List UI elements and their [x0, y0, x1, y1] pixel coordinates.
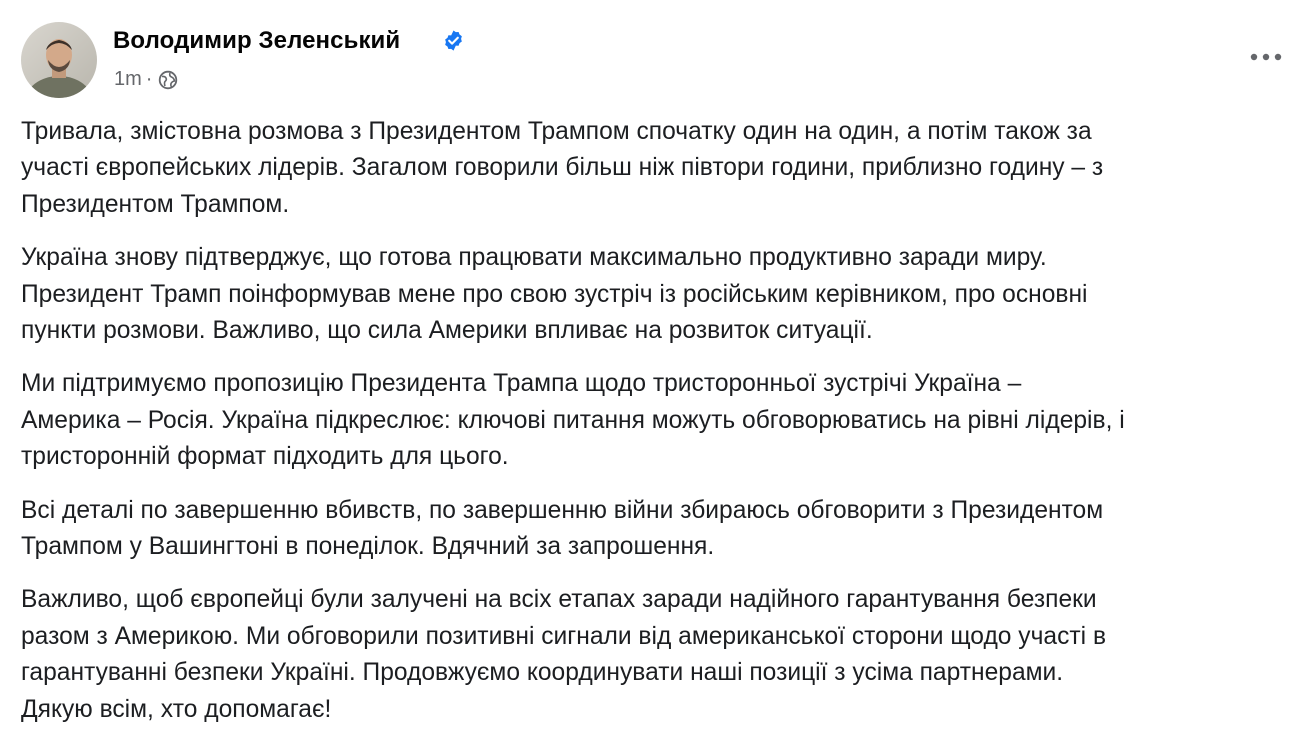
post-paragraph-5: Важливо, щоб європейці були залучені на всіх етапах заради надійного гарантування безпеки разом з Америкою. Ми обговорили позитивні сигнали від американської сторони щодо участі в гарантуванні безпеки Україні. Продовжуємо координувати наші позиції з усіма партнерами. Дякую всім, хто допомагає! — [21, 586, 1107, 723]
more-options-icon — [1250, 53, 1282, 61]
author-name[interactable]: Володимир Зеленський — [113, 27, 401, 54]
post-paragraph-2: Україна знову підтверджує, що готова працювати максимально продуктивно заради миру. Президент Трамп поінформував мене про свою зустріч із російським керівником, про основні пункти розмови. Важливо, що сила Америки впливає на розвиток ситуації. — [21, 244, 1088, 345]
verified-badge-icon — [442, 29, 465, 52]
meta-separator: · — [145, 68, 153, 90]
globe-icon — [158, 70, 178, 90]
post-paragraph-1: Тривала, змістовна розмова з Президентом Трампом спочатку один на один, а потім також за участі європейських лідерів. Загалом говорили більш ніж півтори години, приблизно годину – з Президентом Трампом. — [21, 118, 1104, 218]
post-meta — [114, 68, 178, 91]
post-paragraph-3: Ми підтримуємо пропозицію Президента Трампа щодо тристоронньої зустрічі Україна – Америка – Росія. Україна підкреслює: ключові питання можуть обговорюватись на рівні лідерів, і тристоронній формат підходить для цього. — [21, 370, 1125, 471]
author-avatar[interactable] — [21, 22, 97, 98]
post-body — [21, 114, 1283, 745]
post-timestamp[interactable]: 1m — [114, 68, 142, 90]
post-paragraph-4: Всі деталі по завершенню вбивств, по завершенню війни збираюсь обговорити з Президентом Трампом у Вашингтоні в понеділок. Вдячний за запрошення. — [21, 496, 1104, 561]
more-options-button[interactable] — [1246, 40, 1286, 74]
